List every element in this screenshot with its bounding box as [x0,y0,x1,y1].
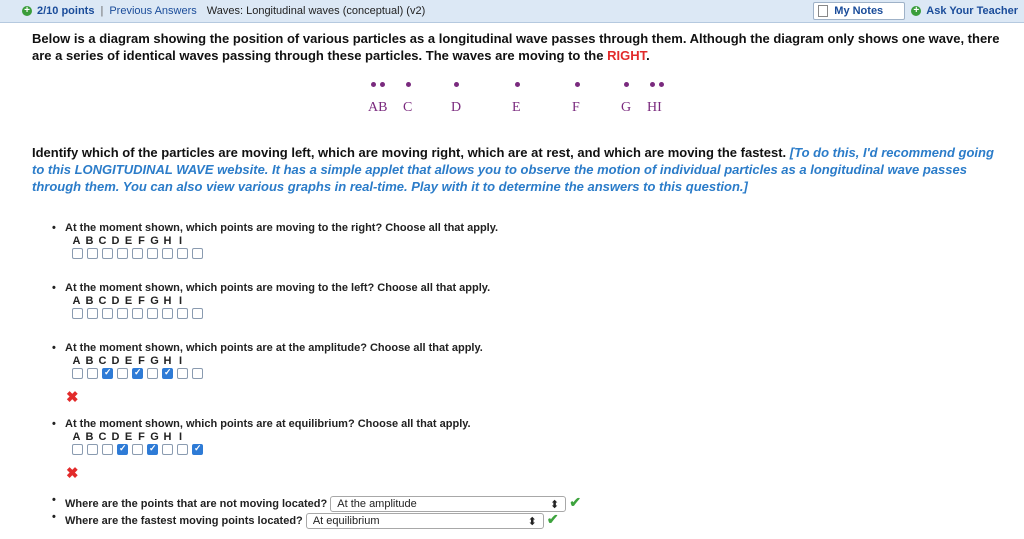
checkbox-e[interactable] [132,368,143,379]
choice-letter: C [98,235,107,247]
question-text: At the moment shown, which points are moving to the left? Choose all that apply. [65,282,491,294]
choice-letter: I [178,431,183,443]
particle-dot [406,82,411,87]
particle-dot [624,82,629,87]
particle-diagram [360,82,680,122]
checkbox-a[interactable] [72,368,83,379]
choice-letter: B [85,355,94,367]
particle-label: E [512,100,521,115]
checkbox-g[interactable] [162,368,173,379]
choice-letter: G [150,431,159,443]
choice-letter: F [138,431,145,443]
checkbox-a[interactable] [72,444,83,455]
choice-letter: A [72,235,81,247]
my-notes-label: My Notes [834,5,884,17]
checkbox-a[interactable] [72,308,83,319]
select-question-text: Where are the fastest moving points located? [65,515,303,527]
note-icon [818,5,828,17]
choice-letter: H [163,355,172,367]
choice-letter: E [124,355,133,367]
identify-text: Identify which of the particles are moving left, which are moving right, which are at rest, and which are moving the fastest. [32,145,787,160]
answer-select[interactable] [306,513,544,529]
checkbox-b[interactable] [87,444,98,455]
choice-letter: B [85,295,94,307]
choice-letter: D [111,235,120,247]
plus-circle-icon[interactable]: + [22,6,32,16]
choice-letter: C [98,355,107,367]
choice-letter: I [178,295,183,307]
choice-checkboxes [70,308,205,319]
x-mark-icon: ✖ [66,465,79,482]
checkbox-g[interactable] [162,308,173,319]
checkbox-g[interactable] [162,444,173,455]
checkbox-e[interactable] [132,248,143,259]
checkbox-d[interactable] [117,308,128,319]
choice-letter: A [72,355,81,367]
plus-circle-icon: + [911,6,921,16]
question-text: At the moment shown, which points are moving to the right? Choose all that apply. [65,222,499,234]
checkbox-c[interactable] [102,308,113,319]
choice-checkboxes [70,248,205,259]
choice-checkboxes [70,368,205,379]
particle-dot [575,82,580,87]
choice-letter: G [150,235,159,247]
my-notes-button[interactable] [813,2,905,20]
separator: | [100,5,104,17]
choice-letter: D [111,295,120,307]
choice-letters [70,235,187,247]
choice-letter: H [163,295,172,307]
choice-letter: A [72,295,81,307]
check-icon: ✔ [569,494,582,510]
checkbox-i[interactable] [192,368,203,379]
choice-checkboxes [70,444,205,455]
checkbox-c[interactable] [102,368,113,379]
checkbox-a[interactable] [72,248,83,259]
checkbox-c[interactable] [102,248,113,259]
hint-link[interactable]: [To do this, I'd recommend going to this LONGITUDINAL WAVE website. It has a simple applet that allows you to observe the motion of individual particles as a longitudinal wave passes through them. You can also view various graphs in real-time. Play with it to determine the answers to this question.] [32,145,994,194]
choice-letter: D [111,431,120,443]
checkbox-h[interactable] [177,248,188,259]
checkbox-f[interactable] [147,248,158,259]
particle-dot [659,82,664,87]
checkbox-d[interactable] [117,248,128,259]
choice-letter: F [138,355,145,367]
checkbox-d[interactable] [117,444,128,455]
particle-dot [454,82,459,87]
choice-letter: B [85,431,94,443]
choice-letter: G [150,355,159,367]
choice-letter: H [163,235,172,247]
particle-dot [650,82,655,87]
choice-letters [70,295,187,307]
checkbox-e[interactable] [132,308,143,319]
choice-letters [70,431,187,443]
checkbox-d[interactable] [117,368,128,379]
choice-letter: I [178,235,183,247]
choice-letter: D [111,355,120,367]
particle-label: HI [647,100,662,115]
answer-select[interactable] [330,496,566,512]
checkbox-i[interactable] [192,308,203,319]
checkbox-h[interactable] [177,308,188,319]
checkbox-f[interactable] [147,444,158,455]
checkbox-h[interactable] [177,368,188,379]
choice-letter: E [124,431,133,443]
checkbox-c[interactable] [102,444,113,455]
ask-teacher-label: Ask Your Teacher [926,5,1018,17]
choice-letters [70,355,187,367]
particle-dot [515,82,520,87]
direction-emphasis: RIGHT [607,48,647,63]
select-value: At the amplitude [337,498,417,510]
check-icon: ✔ [546,511,559,527]
particle-dot [371,82,376,87]
intro-paragraph [32,30,1002,64]
choice-letter: F [138,235,145,247]
checkbox-e[interactable] [132,444,143,455]
choice-letter: F [138,295,145,307]
particle-label: C [403,100,413,115]
choice-letter: G [150,295,159,307]
checkbox-i[interactable] [192,248,203,259]
updown-arrow-icon: ⬍ [550,498,560,511]
particle-label: F [572,100,580,115]
checkbox-f[interactable] [147,308,158,319]
particle-label: G [621,100,632,115]
particle-label: D [451,100,462,115]
intro-end: . [646,48,650,63]
intro-text: Below is a diagram showing the position of various particles as a longitudinal wave passes through them. Although the diagram only shows one wave, there are a series of identical waves passing through these particles. The waves are moving to the [32,31,1000,63]
checkbox-i[interactable] [192,444,203,455]
particle-label: AB [368,100,388,115]
particle-dot [380,82,385,87]
select-question-text: Where are the points that are not moving located? [65,498,328,510]
previous-answers-link[interactable]: Previous Answers [109,5,197,17]
question-text: At the moment shown, which points are at the amplitude? Choose all that apply. [65,342,483,354]
checkbox-b[interactable] [87,248,98,259]
points-score: 2/10 points [37,5,95,17]
x-mark-icon: ✖ [66,389,79,406]
choice-letter: E [124,235,133,247]
checkbox-f[interactable] [147,368,158,379]
question-text: At the moment shown, which points are at equilibrium? Choose all that apply. [65,418,471,430]
question-header [0,0,1024,23]
checkbox-b[interactable] [87,368,98,379]
checkbox-b[interactable] [87,308,98,319]
ask-teacher-button[interactable] [911,5,1018,17]
checkbox-g[interactable] [162,248,173,259]
choice-letter: C [98,295,107,307]
choice-letter: E [124,295,133,307]
choice-letter: H [163,431,172,443]
choice-letter: B [85,235,94,247]
choice-letter: I [178,355,183,367]
checkbox-h[interactable] [177,444,188,455]
question-title: Waves: Longitudinal waves (conceptual) (v2) [206,5,426,17]
select-value: At equilibrium [312,515,380,527]
identify-paragraph [32,144,1007,195]
choice-letter: A [72,431,81,443]
updown-arrow-icon: ⬍ [527,515,537,528]
choice-letter: C [98,431,107,443]
